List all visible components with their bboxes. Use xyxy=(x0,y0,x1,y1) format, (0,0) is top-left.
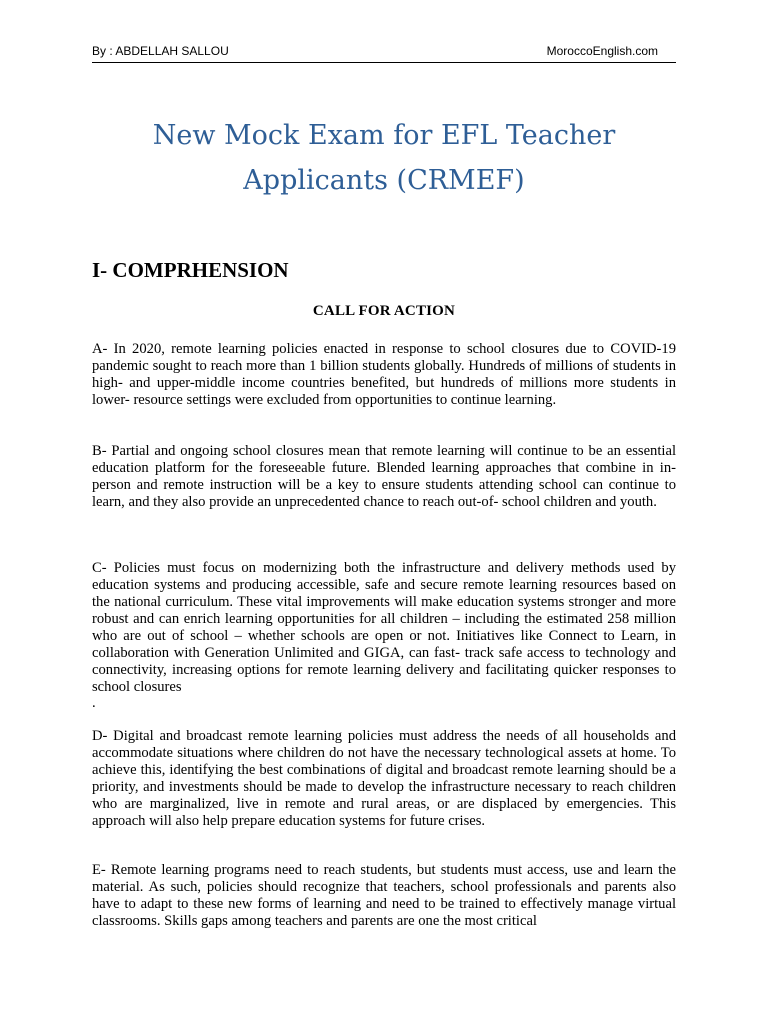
paragraph-b: B- Partial and ongoing school closures mean that remote learning will continue to be an essential education platform for the foreseeable future. Blended learning approaches that combine in in-person and remote instruction will be a key to ensure students attending school can continue to learn, and they also provide an unprecedented chance to reach out-of- school children and youth. xyxy=(92,443,676,510)
paragraph-e: E- Remote learning programs need to reach students, but students must access, use and learn the material. As such, policies should recognize that teachers, school professionals and parents also have to adapt to these new forms of learning and need to be trained to effectively manage virtual classrooms. Skills gaps among teachers and parents are one the most critical xyxy=(92,862,676,929)
title-line-2: Applicants (CRMEF) xyxy=(243,165,525,196)
paragraph-c: C- Policies must focus on modernizing both the infrastructure and delivery methods used by education systems and producing accessible, safe and secure remote learning resources based on the national curriculum. These vital improvements will make education systems stronger and more robust and can enrich learning opportunities for all children – including the estimated 258 million who are out of school – whether schools are open or not. Initiatives like Connect to Learn, in collaboration with Generation Unlimited and GIGA, can fast- track safe access to technology and connectivity, increasing options for remote learning delivery and facilitating quicker responses to school closures xyxy=(92,560,676,695)
passage-title: CALL FOR ACTION xyxy=(312,303,456,319)
page-header xyxy=(92,41,676,63)
section-heading: I- COMPRHENSION xyxy=(92,258,289,282)
header-site: MoroccoEnglish.com xyxy=(546,44,658,58)
paragraph-a: A- In 2020, remote learning policies enacted in response to school closures due to COVID-19 pandemic sought to reach more than 1 billion students globally. Hundreds of millions of students in high- and upper-middle income countries benefited, but hundreds of millions more students in lower- resource settings were excluded from opportunities to continue learning. xyxy=(92,341,676,408)
header-author: By : ABDELLAH SALLOU xyxy=(92,44,229,58)
paragraph-c-trailing: . xyxy=(92,695,96,711)
paragraph-d: D- Digital and broadcast remote learning policies must address the needs of all households and accommodate situations where children do not have the necessary technological assets at home. To achieve this, identifying the best combinations of digital and broadcast remote learning should be a priority, and investments should be made to develop the infrastructure necessary to reach children who are marginalized, live in remote and rural areas, or are displaced by emergencies. This approach will also help prepare education systems for future crises. xyxy=(92,728,676,829)
document-title xyxy=(92,113,676,203)
title-line-1: New Mock Exam for EFL Teacher xyxy=(152,120,616,151)
header-divider xyxy=(92,62,676,63)
